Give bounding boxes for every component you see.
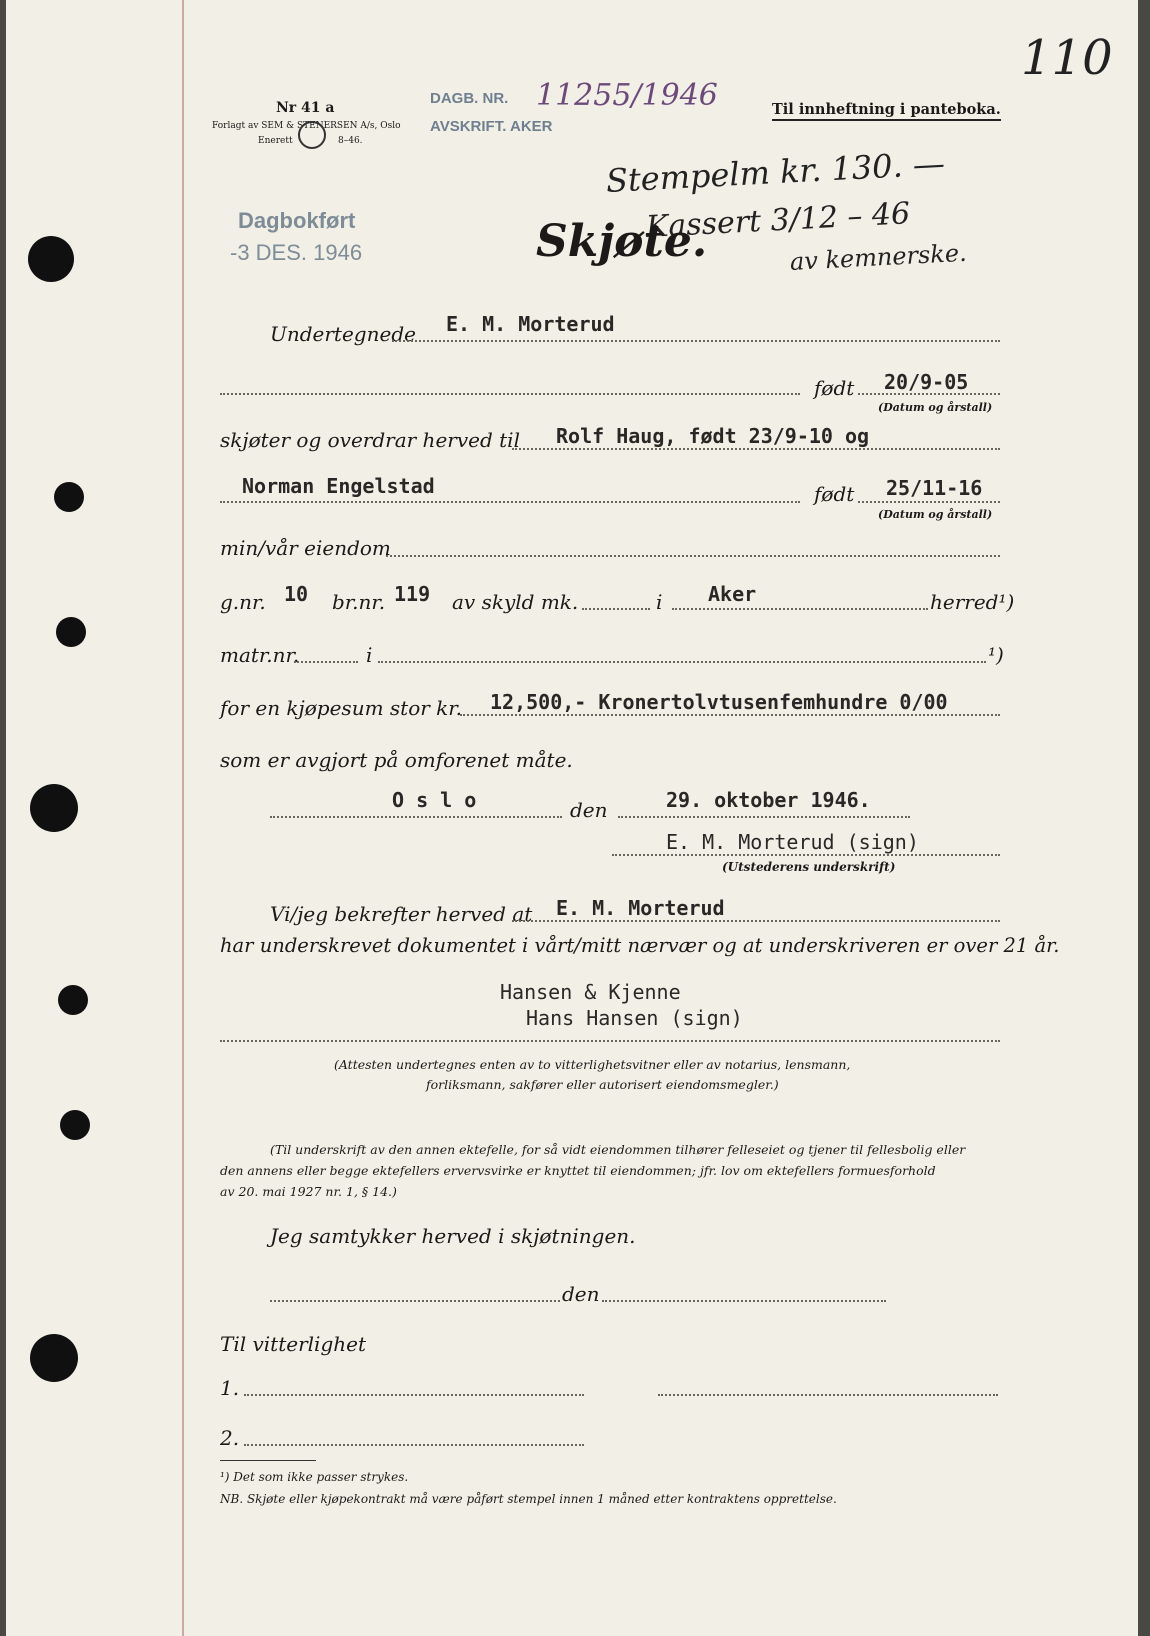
dagb-stamp: DAGB. NR. [430, 90, 509, 107]
avgjort-label: som er avgjort på omforenet måte. [220, 748, 573, 772]
binder-hole [60, 1110, 90, 1140]
spouse-note-3: av 20. mai 1927 nr. 1, § 14.) [220, 1184, 397, 1199]
registry-stamp-label: Dagbokført [238, 208, 356, 233]
place-value: O s l o [392, 788, 477, 812]
binder-hole [30, 1334, 78, 1382]
witness-1-line-b [658, 1394, 998, 1396]
document-title: Skjøte. [536, 216, 708, 267]
datum-label-1: (Datum og årstall) [878, 401, 993, 414]
skyld-line [582, 608, 650, 610]
spouse-note-1: (Til underskrift av den annen ektefelle, for så vidt eiendommen tilhører felleseiet og tjener til fellesbolig eller [270, 1142, 966, 1157]
attest-note-2: forliksmann, sakfører eller autorisert eiendomsmegler.) [426, 1077, 779, 1092]
eiendom-label: min/vår eiendom [220, 536, 391, 560]
date-line [618, 816, 910, 818]
undertegnede-label: Undertegnede [270, 322, 416, 346]
consent-place-line [270, 1300, 560, 1302]
handwritten-note-authority: av kemnerske. [789, 238, 968, 276]
publisher-enerett: Enerett [258, 136, 293, 146]
matr-line-2 [378, 661, 986, 663]
den-label-2: den [562, 1282, 600, 1306]
attest-note-1: (Attesten undertegnes enten av to vitterlighetsvitner eller av notarius, lensmann, [334, 1057, 851, 1072]
signature-label: (Utstederens underskrift) [722, 860, 896, 874]
vitterlighet-label: Til vitterlighet [220, 1332, 367, 1356]
avskrift-stamp: AVSKRIFT. AKER [430, 118, 553, 135]
i-label: i [656, 590, 663, 614]
kjopesum-value: 12,500,- Kronertolvtusenfemhundre 0/00 [490, 690, 948, 714]
handwritten-note-stamp-duty: Stempelm kr. 130. — [605, 144, 946, 200]
signature-line [612, 854, 1000, 856]
publisher-seal-icon [298, 121, 326, 149]
binder-hole [28, 236, 74, 282]
matr-line [294, 661, 358, 663]
binder-hole [56, 617, 86, 647]
footnote-rule [220, 1460, 316, 1461]
registry-stamp-date: -3 DES. 1946 [230, 240, 363, 265]
eiendom-line [386, 555, 1000, 557]
buyer-line-1 [512, 448, 1000, 450]
buyer-value-1: Rolf Haug, født 23/9-10 og [556, 424, 870, 448]
signature-value: E. M. Morterud (sign) [666, 830, 919, 854]
handwritten-note-cancelled: Kassert 3/12 – 46 [645, 196, 911, 245]
undertegnede-line [392, 340, 1000, 342]
witness-1-label: 1. [220, 1376, 240, 1400]
underskrevet-text: har underskrevet dokumentet i vårt/mitt nærvær og at underskriveren er over 21 år. [220, 934, 1060, 957]
matr-i-label: i [366, 643, 373, 667]
fodt-value-2: 25/11-16 [886, 476, 983, 500]
spouse-note-2: den annens eller begge ektefellers ervervsvirke er knyttet til eiendommen; jfr. lov om ektefellers formuesforhold [220, 1163, 936, 1178]
witness-line [220, 1040, 1000, 1042]
bekrefter-label: Vi/jeg bekrefter herved at [270, 902, 533, 926]
buyer-line-2 [220, 501, 800, 503]
herred-line [672, 608, 928, 610]
matr-label: matr.nr. [220, 643, 300, 667]
witness-2-label: 2. [220, 1426, 240, 1450]
brnr-label: br.nr. [332, 590, 386, 614]
samtykker-label: Jeg samtykker herved i skjøtningen. [270, 1224, 636, 1248]
dagb-number: 11255/1946 [536, 78, 718, 113]
binder-hole [30, 784, 78, 832]
attach-note: Til innheftning i panteboka. [772, 101, 1001, 121]
herred-label: herred¹) [930, 590, 1015, 614]
witness-2-line [244, 1444, 584, 1446]
gnr-value: 10 [284, 582, 309, 606]
fodt-value-1: 20/9-05 [884, 370, 969, 394]
brnr-value: 119 [394, 582, 431, 606]
fodt-label-1: født [814, 376, 855, 400]
matr-footnote: ¹) [988, 643, 1004, 667]
margin-rule [182, 0, 184, 1636]
witness-1-line-a [244, 1394, 584, 1396]
footnote-1: ¹) Det som ikke passer strykes. [220, 1470, 409, 1484]
den-label: den [570, 798, 608, 822]
publisher-line: Forlagt av SEM & STENERSEN A/s, Oslo [212, 121, 401, 131]
date-value: 29. oktober 1946. [666, 788, 871, 812]
place-line [270, 816, 562, 818]
skyld-label: av skyld mk. [452, 590, 579, 614]
witness-value-1: Hansen & Kjenne [500, 980, 681, 1004]
bekrefter-line [512, 920, 1000, 922]
datum-label-2: (Datum og årstall) [878, 508, 993, 521]
kjopesum-label: for en kjøpesum stor kr. [220, 696, 463, 720]
binder-hole [58, 985, 88, 1015]
skjoter-label: skjøter og overdrar herved til [220, 428, 520, 452]
page-number: 110 [1021, 30, 1113, 86]
document-page [6, 0, 1138, 1636]
herred-value: Aker [708, 582, 757, 606]
fodt-label-2: født [814, 482, 855, 506]
undertegnede-value: E. M. Morterud [446, 312, 615, 336]
fodt-line-2 [858, 501, 1000, 503]
witness-value-2: Hans Hansen (sign) [526, 1006, 743, 1030]
binder-hole [54, 482, 84, 512]
gnr-label: g.nr. [220, 590, 266, 614]
fodt-line-1-pre [220, 393, 800, 395]
form-number: Nr 41 a [276, 100, 335, 116]
footnote-2: NB. Skjøte eller kjøpekontrakt må være påført stempel innen 1 måned etter kontraktens opprettelse. [220, 1492, 837, 1506]
publisher-date: 8–46. [338, 136, 363, 146]
consent-date-line [602, 1300, 886, 1302]
buyer-value-2: Norman Engelstad [242, 474, 435, 498]
bekrefter-value: E. M. Morterud [556, 896, 725, 920]
kjopesum-line [460, 714, 1000, 716]
